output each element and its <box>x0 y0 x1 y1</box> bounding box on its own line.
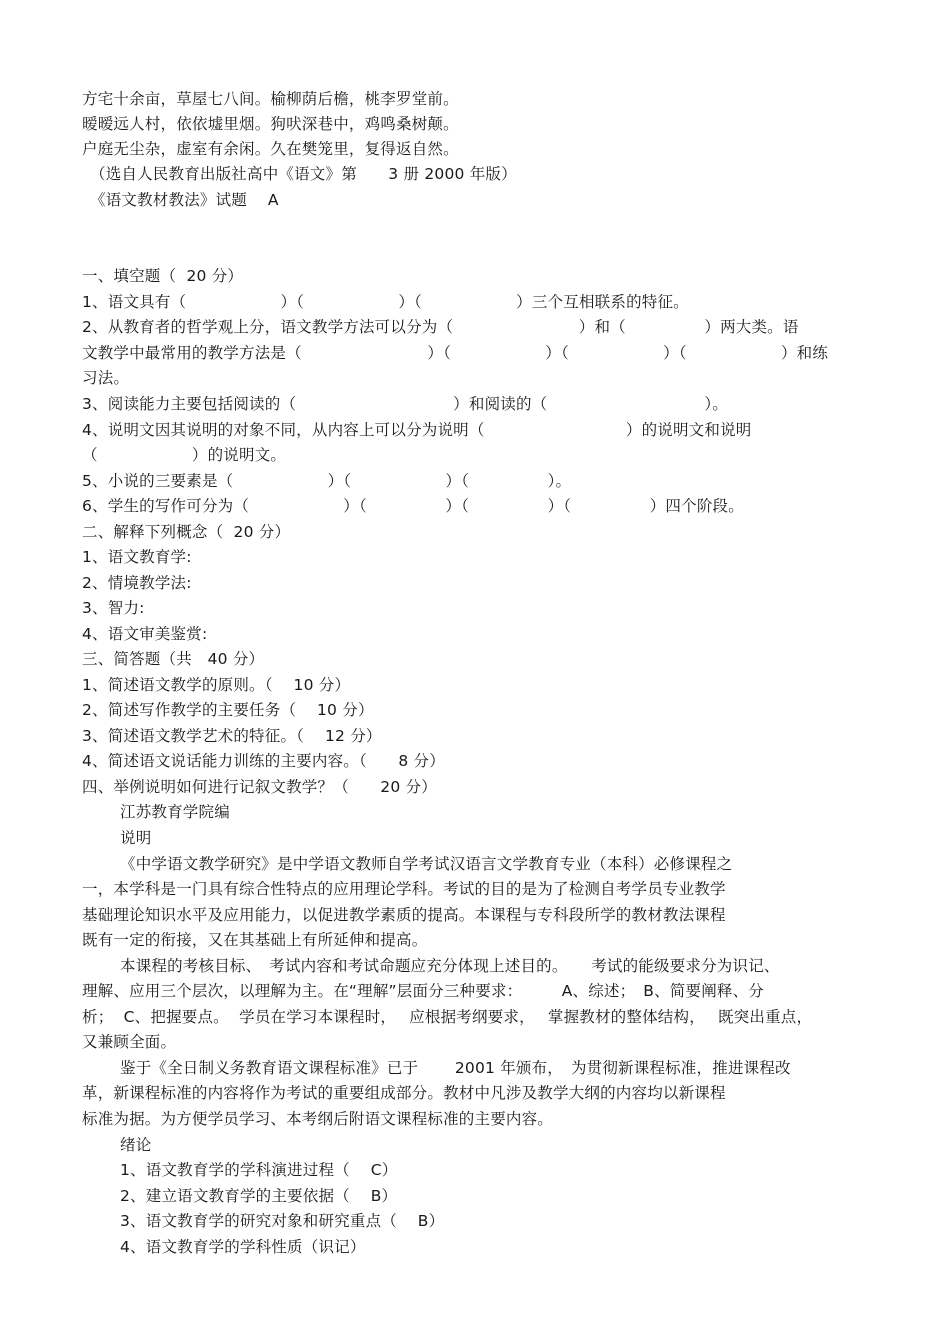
section-title-introduction: 绪论 <box>120 1136 152 1154</box>
paragraph-2-line-1: 本课程的考核目标、 考试内容和考试命题应充分体现上述目的。 考试的能级要求分为识记、 <box>120 957 780 975</box>
question-1-3: 3、阅读能力主要包括阅读的（ ）和阅读的（ ）。 <box>82 395 729 413</box>
poem-line-1: 方宅十余亩，草屋七八间。榆柳荫后檐，桃李罗堂前。 <box>82 90 459 108</box>
poem-source: （选自人民教育出版社高中《语文》第 3 册 2000 年版） <box>90 165 517 183</box>
paragraph-1-line-2: 一，本学科是一门具有综合性特点的应用理论学科。考试的目的是为了检测自考学员专业教学 <box>82 880 726 898</box>
question-1-4-line-b: （ ）的说明文。 <box>82 446 287 464</box>
list-item: 3、语文教育学的研究对象和研究重点（ B） <box>120 1212 445 1230</box>
poem-line-2: 暧暧远人村，依依墟里烟。狗吠深巷中，鸡鸣桑树颠。 <box>82 115 459 133</box>
question-1-5: 5、小说的三要素是（ ）（ ）（ ）。 <box>82 472 572 490</box>
list-item: 2、建立语文教育学的主要依据（ B） <box>120 1187 398 1205</box>
exam-title: 《语文教材教法》试题 A <box>90 191 279 209</box>
intro-heading: 说明 <box>120 829 152 847</box>
section-heading-concepts: 二、解释下列概念（ 20 分） <box>82 523 291 541</box>
question-2-3: 3、智力: <box>82 599 145 617</box>
question-1-6: 6、学生的写作可分为（ ）（ ）（ ）（ ）四个阶段。 <box>82 497 744 515</box>
paragraph-3-line-3: 标准为据。为方便学员学习、本考纲后附语文课程标准的主要内容。 <box>82 1110 554 1128</box>
question-3-3: 3、简述语文教学艺术的特征。（ 12 分） <box>82 727 382 745</box>
paragraph-2-line-4: 又兼顾全面。 <box>82 1033 177 1051</box>
question-2-4: 4、语文审美鉴赏: <box>82 625 208 643</box>
paragraph-1-line-4: 既有一定的衔接，又在其基础上有所延伸和提高。 <box>82 931 428 949</box>
question-1-1: 1、语文具有（ ）（ ）（ ）三个互相联系的特征。 <box>82 293 689 311</box>
list-item: 4、语文教育学的学科性质（识记） <box>120 1238 366 1256</box>
question-1-2-line-b: 文教学中最常用的教学方法是（ ）（ ）（ ）（ ）和练 <box>82 344 829 362</box>
question-1-4-line-a: 4、说明文因其说明的对象不同，从内容上可以分为说明（ ）的说明文和说明 <box>82 421 752 439</box>
question-1-2-line-c: 习法。 <box>82 369 130 387</box>
section-heading-fill-in: 一、填空题（ 20 分） <box>82 267 244 285</box>
paragraph-2-line-2: 理解、应用三个层次，以理解为主。在“理解”层面分三种要求： A、综述； B、简要阐释、分 <box>82 982 764 1000</box>
section-heading-short-answer: 三、简答题（共 40 分） <box>82 650 265 668</box>
paragraph-3-line-1: 鉴于《全日制义务教育语文课程标准》已于 2001 年颁布， 为贯彻新课程标准，推进课程改 <box>120 1059 791 1077</box>
paragraph-1-line-3: 基础理论知识水平及应用能力，以促进教学素质的提高。本课程与专科段所学的教材教法课程 <box>82 906 726 924</box>
question-3-1: 1、简述语文教学的原则。（ 10 分） <box>82 676 351 694</box>
list-item: 1、语文教育学的学科演进过程（ C） <box>120 1161 398 1179</box>
question-1-2-line-a: 2、从教育者的哲学观上分，语文教学方法可以分为（ ）和（ ）两大类。语 <box>82 318 799 336</box>
question-3-2: 2、简述写作教学的主要任务（ 10 分） <box>82 701 374 719</box>
poem-line-3: 户庭无尘杂，虚室有余闲。久在樊笼里，复得返自然。 <box>82 140 459 158</box>
question-2-2: 2、情境教学法: <box>82 574 192 592</box>
question-3-4: 4、简述语文说话能力训练的主要内容。（ 8 分） <box>82 752 445 770</box>
paragraph-3-line-2: 革，新课程标准的内容将作为考试的重要组成部分。教材中凡涉及教学大纲的内容均以新课程 <box>82 1084 726 1102</box>
paragraph-2-line-3: 析； C、把握要点。 学员在学习本课程时， 应根据考纲要求， 掌握教材的整体结构， 既突出重点， <box>82 1008 813 1026</box>
section-heading-essay: 四、举例说明如何进行记叙文教学？（ 20 分） <box>82 778 437 796</box>
publisher: 江苏教育学院编 <box>120 803 230 821</box>
question-2-1: 1、语文教育学: <box>82 548 192 566</box>
paragraph-1-line-1: 《中学语文教学研究》是中学语文教师自学考试汉语言文学教育专业（本科）必修课程之 <box>120 855 733 873</box>
